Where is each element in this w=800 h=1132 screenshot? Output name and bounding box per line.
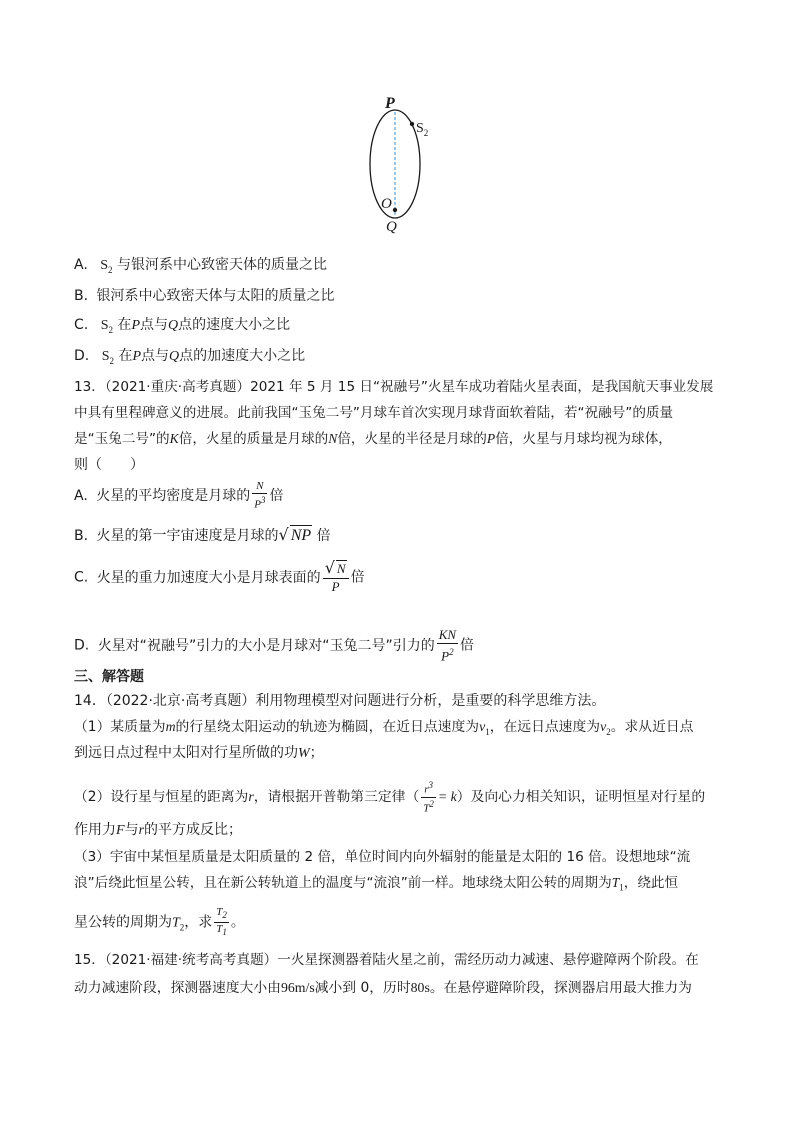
denominator: P: [331, 579, 340, 594]
numerator: [323, 560, 349, 579]
symbol-v2: v: [600, 719, 607, 734]
den-symbol: P: [441, 648, 450, 664]
option-text: 倍: [350, 569, 365, 586]
option-letter: D.: [74, 348, 90, 364]
q14-part-2-line-2: [74, 820, 242, 841]
num-subscript: 2: [222, 910, 227, 921]
option-text: 倍: [269, 487, 284, 504]
num-exponent: 3: [428, 780, 433, 790]
denominator: [252, 494, 267, 512]
numerator: N: [252, 480, 267, 494]
symbol-r: r: [138, 823, 145, 838]
o-point: [393, 208, 397, 212]
symbol-v1: v: [479, 719, 486, 734]
option-text: 火星的重力加速度大小是月球表面的: [96, 569, 321, 586]
option-letter: B.: [74, 288, 89, 304]
option-letter: C.: [74, 317, 89, 333]
q14-part-1-line-1: [74, 717, 693, 742]
label-s2: [416, 121, 428, 138]
fraction-sqrt-n-over-p: [323, 560, 349, 595]
text: ，绕此恒: [623, 875, 679, 891]
symbol-s: S: [100, 318, 109, 333]
q13-option-c: [74, 560, 365, 595]
symbol-p: P: [486, 431, 496, 446]
symbol-r: r: [248, 789, 254, 805]
q12-option-b: [74, 286, 335, 306]
text: （2）设行星与恒星的距离为: [74, 789, 249, 806]
symbol-s: S: [101, 349, 110, 364]
text: ，求: [184, 914, 213, 931]
option-text: 火星对“祝融号”引力的大小是月球对“玉兔二号”引力的: [97, 637, 435, 654]
option-text: 与银河系中心致密天体的质量之比: [116, 257, 327, 273]
q12-option-a: [74, 255, 327, 280]
equals-k: = k: [437, 789, 457, 805]
option-text: 倍: [316, 528, 331, 544]
num-symbol: r: [424, 783, 429, 796]
option-letter: B.: [74, 528, 89, 544]
text: ）及向心力相关知识，证明恒星对行星的: [456, 789, 706, 806]
subscript: 2: [179, 922, 185, 933]
text: ，在远日点速度为: [489, 719, 601, 735]
q14-part-2-line-1: [74, 779, 705, 815]
symbol-p: P: [132, 349, 141, 364]
option-letter: A.: [74, 257, 88, 273]
radical-sign: √: [324, 558, 335, 577]
option-letter: D.: [74, 637, 90, 654]
text: 倍，火星的质量是月球的: [178, 431, 329, 447]
text: 是“玉兔二号”的: [74, 431, 170, 447]
option-text: 点的加速度大小之比: [179, 348, 306, 364]
num-symbol: T: [216, 906, 223, 918]
symbol-n: N: [328, 431, 338, 446]
symbol-q: Q: [169, 349, 180, 364]
symbol-t2: T: [172, 915, 180, 931]
subscript: 1: [485, 726, 490, 737]
subscript: 1: [619, 882, 624, 893]
orbit-diagram: [360, 92, 450, 242]
section-title: 三、解答题: [74, 669, 144, 685]
option-text: 银河系中心致密天体与太阳的质量之比: [96, 288, 335, 304]
radicand-n: N: [336, 561, 346, 576]
value-time: 80s: [410, 980, 430, 995]
label-o: O: [381, 196, 392, 212]
q14-part-3-line-3: [74, 906, 245, 939]
symbol-w: W: [298, 746, 310, 761]
symbol-sub: 2: [109, 355, 114, 366]
numerator: KN: [438, 627, 457, 642]
den-subscript: 1: [222, 927, 227, 938]
text: 倍，火星与月球均视为球体，: [495, 431, 672, 447]
q12-option-d: [74, 346, 305, 371]
radicand-np: NP: [290, 527, 312, 544]
den-symbol: T: [216, 923, 223, 936]
text: 的行星绕太阳运动的轨迹为椭圆，在近日点速度为: [175, 719, 480, 735]
fraction-t2-over-t1: [214, 906, 229, 939]
q13-line-3: [74, 429, 672, 449]
den-exponent: 2: [429, 798, 434, 809]
q13-line-4: 则（ ）: [74, 457, 144, 473]
symbol-q: Q: [168, 318, 179, 333]
symbol-sub: 2: [108, 264, 113, 275]
label-s2-letter: S: [416, 121, 424, 136]
q15-line-1: 15．（2021·福建·统考高考真题）一火星探测器着陆火星之前，需经历动力减速、悬停避障两个阶段。在: [74, 952, 699, 968]
q13-option-b: [74, 525, 331, 546]
den-exponent: 2: [449, 647, 454, 657]
text: 倍，火星的半径是月球的: [337, 431, 487, 447]
s2-point: [410, 122, 414, 126]
q15-line-2: [74, 978, 692, 998]
den-symbol: T: [423, 802, 430, 815]
symbol-sub: 2: [108, 324, 113, 335]
text: 减小到 0，历时: [314, 980, 411, 996]
radical-sign: √: [278, 525, 289, 544]
orbit-figure: [360, 92, 450, 242]
text: 星公转的周期为: [74, 914, 172, 931]
subscript: 2: [606, 726, 611, 737]
numerator: [421, 779, 436, 798]
q14-part-3-line-1: （3）宇宙中某恒星质量是太阳质量的 2 倍，单位时间内向外辐射的能量是太阳的 16 倍。设想地球“流: [74, 849, 691, 865]
symbol-p: P: [131, 318, 140, 333]
den-symbol: P: [254, 498, 261, 511]
denominator: [421, 798, 436, 816]
text: 。在悬停避障阶段，探测器启用最大推力为: [429, 980, 692, 996]
text: （1）某质量为: [74, 719, 166, 735]
symbol-f: F: [116, 823, 125, 838]
q13-option-a: [74, 480, 283, 512]
option-text: 点的速度大小之比: [178, 317, 291, 333]
fraction-n-over-p3: [252, 480, 267, 512]
value-velocity: 96m/s: [280, 980, 315, 995]
fraction-r3-over-t2: [421, 779, 436, 815]
label-p: P: [385, 95, 395, 112]
text: 动力减速阶段，探测器速度大小由: [74, 980, 281, 996]
option-text: 点与: [141, 348, 169, 364]
text: 作用力: [74, 822, 116, 838]
fraction-kn-over-p2: [437, 627, 458, 664]
symbol-k: K: [169, 431, 179, 446]
text: 与: [124, 822, 139, 838]
denominator: [214, 923, 229, 939]
symbol-m: m: [165, 719, 176, 734]
q13-line-1: 13．（2021·重庆·高考真题）2021 年 5 月 15 日“祝融号”火星车成功着陆火星表面，是我国航天事业发展: [74, 379, 714, 395]
den-exponent: 3: [260, 495, 266, 505]
q14-line-1: 14．（2022·北京·高考真题）利用物理模型对问题进行分析，是重要的科学思维方法。: [74, 693, 606, 709]
text: ，请根据开普勒第三定律（: [253, 789, 420, 806]
option-text: 在: [117, 317, 132, 333]
option-letter: A.: [74, 487, 88, 504]
q14-part-3-line-2: [74, 873, 678, 898]
symbol-s: S: [100, 258, 109, 273]
symbol-t1: T: [611, 875, 620, 890]
q13-option-d: [74, 627, 474, 664]
text: 。求从近日点: [610, 719, 694, 735]
text: 。: [230, 914, 245, 931]
option-text: 点与: [140, 317, 168, 333]
q12-option-c: [74, 315, 290, 340]
option-text: 火星的第一宇宙速度是月球的: [96, 528, 279, 544]
text: 的平方成反比；: [144, 822, 243, 838]
q13-line-2: 中具有里程碑意义的进展。此前我国“玉兔二号”月球车首次实现月球背面软着陆，若“祝融号”的质量: [74, 405, 674, 421]
text: 浪”后绕此恒星公转，且在新公转轨道上的温度与“流浪”前一样。地球绕太阳公转的周期为: [74, 875, 612, 891]
option-letter: C.: [74, 569, 89, 586]
numerator: [214, 906, 229, 923]
denominator: [437, 644, 458, 664]
q14-part-1-line-2: [74, 743, 324, 764]
text: ；: [309, 745, 324, 761]
option-text: 火星的平均密度是月球的: [96, 487, 251, 504]
option-text: 倍: [460, 637, 475, 654]
option-text: 在: [118, 348, 133, 364]
label-q: Q: [386, 219, 397, 235]
text: 到远日点过程中太阳对行星所做的功: [74, 745, 298, 761]
label-s2-sub: 2: [423, 127, 429, 138]
